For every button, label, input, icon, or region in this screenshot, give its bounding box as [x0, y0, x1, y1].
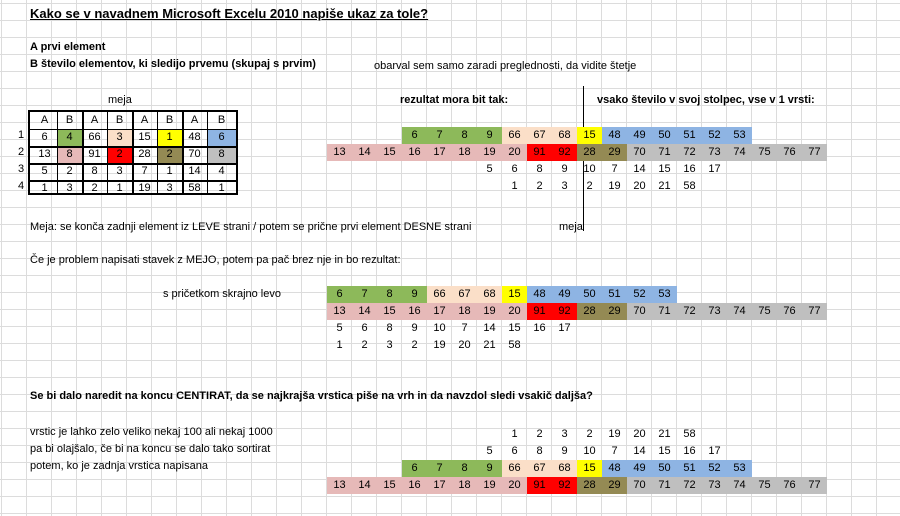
table-cell[interactable]: 1	[166, 165, 173, 177]
result-cell[interactable]: 17	[427, 144, 452, 161]
result-cell[interactable]: 7	[427, 127, 452, 144]
row-number: 3	[17, 163, 25, 175]
table-cell[interactable]: 4	[57, 129, 82, 146]
result-cell[interactable]: 5	[336, 322, 343, 334]
result-cell[interactable]: 7	[427, 460, 452, 477]
result-cell[interactable]: 21	[658, 180, 671, 192]
result-cell[interactable]: 92	[552, 144, 577, 161]
result-cell[interactable]: 76	[777, 144, 802, 161]
source-table	[28, 110, 238, 195]
row-number: 4	[17, 180, 25, 192]
result-cell[interactable]: 6	[511, 163, 518, 175]
result-cell[interactable]: 6	[402, 460, 427, 477]
result-cell[interactable]: 10	[433, 322, 446, 334]
result-cell[interactable]: 70	[627, 477, 652, 494]
result-cell[interactable]: 14	[352, 303, 377, 320]
result-cell[interactable]: 9	[411, 322, 418, 334]
problem-text: Če je problem napisati stavek z MEJO, potem pa pač brez nje in bo rezultat:	[30, 254, 401, 266]
result-cell[interactable]: 21	[658, 428, 671, 440]
table-cell[interactable]: 70	[188, 148, 201, 160]
result-cell[interactable]: 15	[577, 127, 602, 144]
result-cell[interactable]: 67	[527, 127, 552, 144]
result-cell[interactable]: 15	[658, 445, 671, 457]
table-row-separator	[30, 146, 236, 148]
result-cell[interactable]: 2	[411, 339, 418, 351]
table-cell[interactable]: 2	[91, 182, 98, 194]
result-cell[interactable]: 28	[577, 144, 602, 161]
table-cell[interactable]: 58	[188, 182, 201, 194]
result-cell[interactable]: 9	[561, 163, 568, 175]
result-cell[interactable]: 14	[352, 477, 377, 494]
table-header-cell: B	[65, 114, 74, 126]
result-cell[interactable]: 18	[452, 144, 477, 161]
result-cell[interactable]: 70	[627, 303, 652, 320]
result-cell[interactable]: 8	[536, 163, 543, 175]
table-header-cell: A	[190, 114, 199, 126]
result-cell[interactable]: 72	[677, 144, 702, 161]
result-cell[interactable]: 49	[627, 127, 652, 144]
table-cell[interactable]: 7	[141, 165, 148, 177]
result-cell[interactable]: 92	[552, 477, 577, 494]
table-row-separator	[30, 180, 236, 182]
result-cell[interactable]: 77	[802, 144, 827, 161]
result-cell[interactable]: 51	[677, 127, 702, 144]
result-cell[interactable]: 49	[552, 286, 577, 303]
table-cell[interactable]: 8	[91, 165, 98, 177]
result-cell[interactable]: 8	[452, 460, 477, 477]
result-cell[interactable]: 66	[427, 286, 452, 303]
result-cell[interactable]: 53	[652, 286, 677, 303]
result-cell[interactable]: 18	[452, 477, 477, 494]
result-cell[interactable]: 1	[511, 180, 518, 192]
table-cell[interactable]: 5	[41, 165, 48, 177]
result-cell[interactable]: 74	[727, 144, 752, 161]
result-cell[interactable]: 75	[752, 303, 777, 320]
line-b-label: B število elementov, ki sledijo prvemu (skupaj s prvim)	[30, 58, 316, 70]
result-cell[interactable]: 15	[508, 322, 521, 334]
table-cell[interactable]: 8	[57, 146, 82, 163]
columns-header-label: vsako število v svoj stolpec, vse v 1 vrsti:	[597, 94, 815, 106]
result-cell[interactable]: 68	[552, 127, 577, 144]
table-cell[interactable]: 3	[66, 182, 73, 194]
centering-question: Se bi dalo naredit na koncu CENTIRAT, da se najkrajša vrstica piše na vrh in da navzdol sledi vsakič daljša?	[30, 390, 593, 402]
result-cell[interactable]: 6	[361, 322, 368, 334]
result-cell[interactable]: 8	[452, 127, 477, 144]
table-header-cell: A	[90, 114, 99, 126]
result-cell[interactable]: 58	[683, 428, 696, 440]
result-cell[interactable]: 13	[327, 303, 352, 320]
table-cell[interactable]: 14	[188, 165, 201, 177]
result-cell[interactable]: 71	[652, 144, 677, 161]
row-number: 2	[17, 146, 25, 158]
result-cell[interactable]: 6	[327, 286, 352, 303]
result-cell[interactable]: 18	[452, 303, 477, 320]
result-cell[interactable]: 17	[558, 322, 571, 334]
table-cell[interactable]: 66	[88, 131, 101, 143]
result-cell[interactable]: 17	[427, 477, 452, 494]
result-cell[interactable]: 16	[402, 477, 427, 494]
table-row-separator	[30, 163, 236, 165]
result-cell[interactable]: 19	[608, 180, 621, 192]
table-cell[interactable]: 91	[88, 148, 101, 160]
result-cell[interactable]: 15	[577, 460, 602, 477]
result-cell[interactable]: 67	[527, 460, 552, 477]
table-header-cell: A	[40, 114, 49, 126]
left-start-label: s pričetkom skrajno levo	[163, 288, 281, 300]
table-cell[interactable]: 1	[116, 182, 123, 194]
table-row-separator	[30, 129, 236, 130]
result-cell[interactable]: 20	[502, 477, 527, 494]
result-cell[interactable]: 50	[652, 127, 677, 144]
result-cell[interactable]: 15	[377, 477, 402, 494]
result-cell[interactable]: 77	[802, 303, 827, 320]
result-cell[interactable]: 20	[458, 339, 471, 351]
table-cell[interactable]: 3	[107, 129, 132, 146]
result-cell[interactable]: 8	[377, 286, 402, 303]
meja-explanation-label: meja	[559, 221, 583, 233]
table-cell[interactable]: 4	[218, 165, 225, 177]
result-cell[interactable]: 14	[633, 163, 646, 175]
result-cell[interactable]: 50	[577, 286, 602, 303]
table-header-cell: A	[140, 114, 149, 126]
result-cell[interactable]: 49	[627, 460, 652, 477]
result-header-label: rezultat mora bit tak:	[400, 94, 509, 106]
result-cell[interactable]: 52	[627, 286, 652, 303]
result-cell[interactable]: 74	[727, 477, 752, 494]
result-cell[interactable]: 16	[402, 303, 427, 320]
result-cell[interactable]: 28	[577, 477, 602, 494]
result-cell[interactable]: 17	[427, 303, 452, 320]
result-cell[interactable]: 76	[777, 303, 802, 320]
meja-header-label: meja	[108, 94, 132, 106]
result-cell[interactable]: 77	[802, 477, 827, 494]
line-a-label: A prvi element	[30, 41, 106, 53]
result-cell[interactable]: 66	[502, 127, 527, 144]
result-cell[interactable]: 72	[677, 477, 702, 494]
table-cell[interactable]: 2	[157, 146, 182, 163]
result-cell[interactable]: 9	[477, 127, 502, 144]
result-cell[interactable]: 19	[477, 303, 502, 320]
result-cell[interactable]: 19	[608, 428, 621, 440]
result-cell[interactable]: 6	[402, 127, 427, 144]
result-cell[interactable]: 71	[652, 303, 677, 320]
table-header-cell: B	[217, 114, 226, 126]
result-cell[interactable]: 3	[561, 428, 568, 440]
result-cell[interactable]: 13	[327, 144, 352, 161]
result-cell[interactable]: 16	[683, 163, 696, 175]
result-cell[interactable]: 15	[377, 303, 402, 320]
result-cell[interactable]: 19	[433, 339, 446, 351]
table-cell[interactable]: 6	[207, 129, 236, 146]
result-cell[interactable]: 17	[708, 163, 721, 175]
result-cell[interactable]: 1	[511, 428, 518, 440]
table-cell[interactable]: 15	[138, 131, 151, 143]
result-cell[interactable]: 7	[611, 445, 618, 457]
result-cell[interactable]: 2	[586, 180, 593, 192]
result-cell[interactable]: 29	[602, 477, 627, 494]
result-cell[interactable]: 20	[633, 428, 646, 440]
result-cell[interactable]: 8	[386, 322, 393, 334]
result-cell[interactable]: 14	[633, 445, 646, 457]
result-cell[interactable]: 70	[627, 144, 652, 161]
result-cell[interactable]: 6	[511, 445, 518, 457]
result-cell[interactable]: 2	[536, 428, 543, 440]
result-cell[interactable]: 2	[586, 428, 593, 440]
result-cell[interactable]: 10	[583, 445, 596, 457]
table-cell[interactable]: 28	[138, 148, 151, 160]
result-cell[interactable]: 68	[477, 286, 502, 303]
result-cell[interactable]: 2	[536, 180, 543, 192]
result-cell[interactable]: 19	[477, 144, 502, 161]
result-cell[interactable]: 28	[577, 303, 602, 320]
result-cell[interactable]: 58	[508, 339, 521, 351]
note-sorting: pa bi olajšalo, če bi na koncu se dalo tako sortirat	[30, 443, 271, 455]
result-cell[interactable]: 66	[502, 460, 527, 477]
result-cell[interactable]: 29	[602, 144, 627, 161]
result-cell[interactable]: 20	[502, 303, 527, 320]
note-rows-count: vrstic je lahko zelo veliko nekaj 100 ali nekaj 1000	[30, 426, 273, 438]
result-cell[interactable]: 16	[533, 322, 546, 334]
result-cell[interactable]: 20	[633, 180, 646, 192]
table-header-cell: B	[115, 114, 124, 126]
result-cell[interactable]: 14	[483, 322, 496, 334]
table-cell[interactable]: 1	[157, 129, 182, 146]
result-cell[interactable]: 75	[752, 477, 777, 494]
table-cell[interactable]: 13	[38, 148, 51, 160]
table-cell[interactable]: 2	[107, 146, 132, 163]
table-cell[interactable]: 19	[138, 182, 151, 194]
result-cell[interactable]: 7	[352, 286, 377, 303]
result-cell[interactable]: 9	[561, 445, 568, 457]
result-cell[interactable]: 67	[452, 286, 477, 303]
table-cell[interactable]: 3	[166, 182, 173, 194]
result-cell[interactable]: 51	[677, 460, 702, 477]
result-cell[interactable]: 14	[352, 144, 377, 161]
table-cell[interactable]: 1	[218, 182, 225, 194]
result-cell[interactable]: 74	[727, 303, 752, 320]
table-cell[interactable]: 2	[66, 165, 73, 177]
result-cell[interactable]: 76	[777, 477, 802, 494]
result-cell[interactable]: 16	[683, 445, 696, 457]
result-cell[interactable]: 19	[477, 477, 502, 494]
result-cell[interactable]: 92	[552, 303, 577, 320]
result-cell[interactable]: 7	[611, 163, 618, 175]
result-cell[interactable]: 73	[702, 477, 727, 494]
table-cell[interactable]: 8	[207, 146, 236, 163]
result-cell[interactable]: 15	[658, 163, 671, 175]
table-cell[interactable]: 48	[188, 131, 201, 143]
result-cell[interactable]: 29	[602, 303, 627, 320]
result-cell[interactable]: 10	[583, 163, 596, 175]
result-cell[interactable]: 5	[486, 445, 493, 457]
result-cell[interactable]: 73	[702, 144, 727, 161]
table-cell[interactable]: 1	[41, 182, 48, 194]
result-cell[interactable]: 17	[708, 445, 721, 457]
result-cell[interactable]: 91	[527, 144, 552, 161]
coloring-note: obarval sem samo zaradi preglednosti, da vidite štetje	[374, 60, 637, 72]
result-cell[interactable]: 68	[552, 460, 577, 477]
result-cell[interactable]: 91	[527, 477, 552, 494]
result-cell[interactable]: 3	[386, 339, 393, 351]
result-cell[interactable]: 21	[483, 339, 496, 351]
result-cell[interactable]: 16	[402, 144, 427, 161]
table-cell[interactable]: 6	[41, 131, 48, 143]
result-cell[interactable]: 50	[652, 460, 677, 477]
result-cell[interactable]: 48	[602, 460, 627, 477]
result-cell[interactable]: 15	[502, 286, 527, 303]
note-after-last-row: potem, ko je zadnja vrstica napisana	[30, 460, 208, 472]
table-header-cell: B	[165, 114, 174, 126]
result-cell[interactable]: 53	[727, 460, 752, 477]
result-cell[interactable]: 20	[502, 144, 527, 161]
result-cell[interactable]: 58	[683, 180, 696, 192]
result-cell[interactable]: 53	[727, 127, 752, 144]
result-cell[interactable]: 3	[561, 180, 568, 192]
result-cell[interactable]: 8	[536, 445, 543, 457]
result-cell[interactable]: 7	[461, 322, 468, 334]
page-title: Kako se v navadnem Microsoft Excelu 2010 napiše ukaz za tole?	[30, 6, 429, 21]
table-cell[interactable]: 3	[116, 165, 123, 177]
result-cell[interactable]: 5	[486, 163, 493, 175]
result-cell[interactable]: 9	[477, 460, 502, 477]
result-cell[interactable]: 51	[602, 286, 627, 303]
result-cell[interactable]: 2	[361, 339, 368, 351]
result-cell[interactable]: 72	[677, 303, 702, 320]
result-cell[interactable]: 1	[336, 339, 343, 351]
row-number: 1	[17, 129, 25, 141]
result-cell[interactable]: 75	[752, 144, 777, 161]
meja-explanation: Meja: se konča zadnji element iz LEVE strani / potem se prične prvi element DESNE strani	[30, 221, 472, 233]
result-cell[interactable]: 15	[377, 144, 402, 161]
result-cell[interactable]: 71	[652, 477, 677, 494]
result-cell[interactable]: 52	[702, 127, 727, 144]
result-cell[interactable]: 13	[327, 477, 352, 494]
result-cell[interactable]: 52	[702, 460, 727, 477]
result-cell[interactable]: 91	[527, 303, 552, 320]
result-cell[interactable]: 48	[527, 286, 552, 303]
result-cell[interactable]: 73	[702, 303, 727, 320]
result-cell[interactable]: 9	[402, 286, 427, 303]
result-cell[interactable]: 48	[602, 127, 627, 144]
